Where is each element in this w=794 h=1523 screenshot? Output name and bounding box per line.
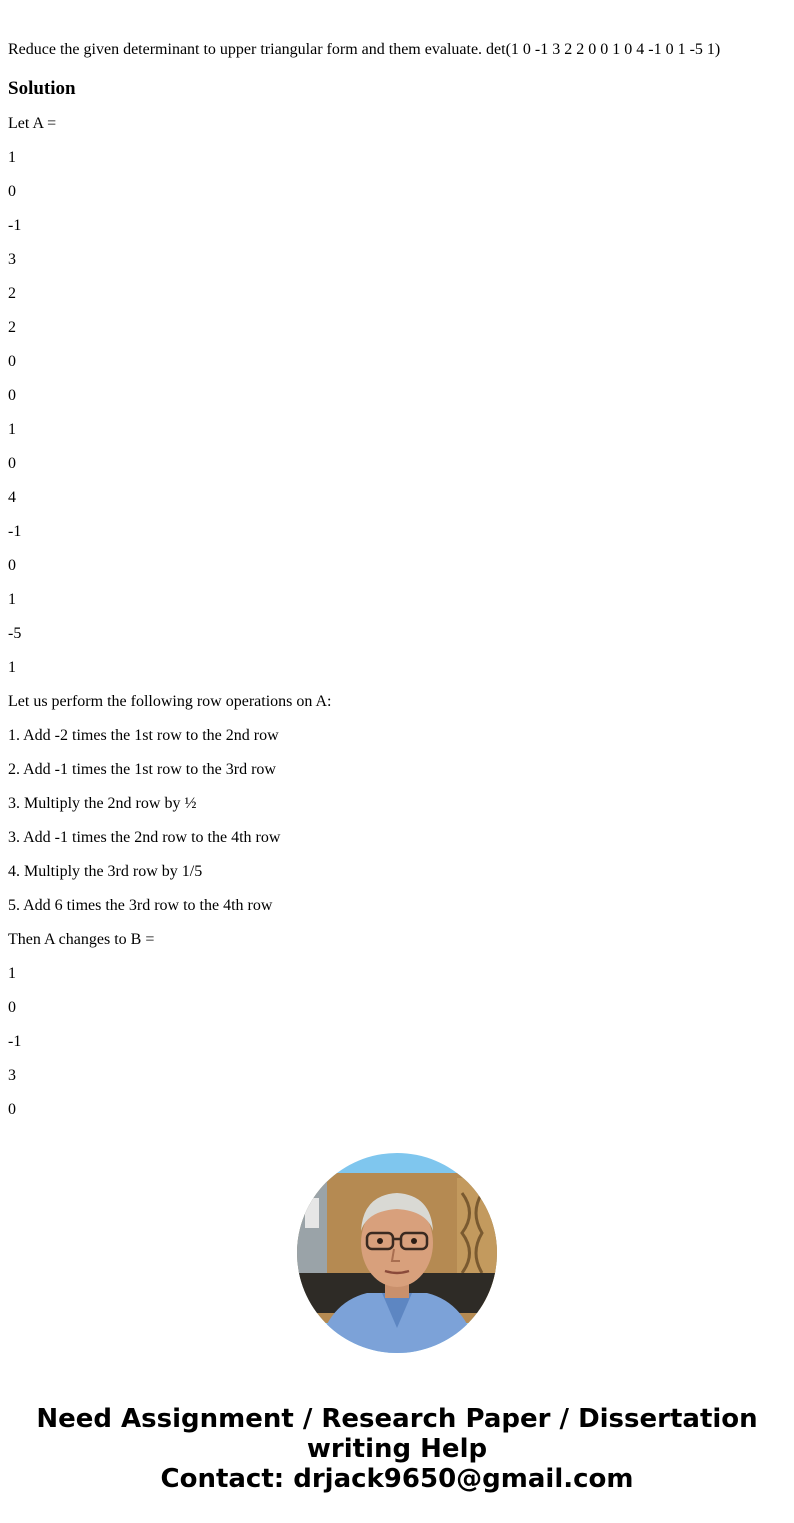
- solution-line: 0: [8, 387, 16, 404]
- promo-banner: [0, 1404, 794, 1494]
- author-photo-illustration: [297, 1153, 497, 1353]
- solution-line: 0: [8, 455, 16, 472]
- solution-line: 0: [8, 1101, 16, 1118]
- solution-line: -5: [8, 625, 22, 642]
- author-avatar: [297, 1153, 497, 1353]
- solution-line: 3: [8, 251, 16, 268]
- solution-line: 0: [8, 999, 16, 1016]
- solution-line: 5. Add 6 times the 3rd row to the 4th row: [8, 897, 273, 914]
- solution-line: 2: [8, 285, 16, 302]
- solution-line: Let us perform the following row operations on A:: [8, 693, 332, 710]
- promo-line-1: Need Assignment / Research Paper / Dissertation: [36, 1404, 758, 1434]
- solution-line: -1: [8, 217, 22, 234]
- solution-line: -1: [8, 1033, 22, 1050]
- solution-line: Let A =: [8, 115, 57, 132]
- solution-line: -1: [8, 523, 22, 540]
- solution-line: 1: [8, 965, 16, 982]
- promo-line-2: writing Help: [306, 1434, 488, 1464]
- solution-line: 1. Add -2 times the 1st row to the 2nd row: [8, 727, 279, 744]
- solution-line: 0: [8, 183, 16, 200]
- solution-line: 3: [8, 1067, 16, 1084]
- question-text: Reduce the given determinant to upper triangular form and them evaluate. det(1 0 -1 3 2 2 0 0 1 0 4 -1 0 1 -5 1): [8, 41, 721, 58]
- solution-line: 4. Multiply the 3rd row by 1/5: [8, 863, 203, 880]
- document-body: [8, 0, 786, 1135]
- solution-line: 4: [8, 489, 16, 506]
- solution-line: 3. Multiply the 2nd row by ½: [8, 795, 197, 812]
- solution-line: Then A changes to B =: [8, 931, 155, 948]
- solution-heading: Solution: [8, 78, 76, 99]
- solution-lines: [8, 115, 786, 1119]
- promo-contact: Contact: drjack9650@gmail.com: [160, 1464, 634, 1494]
- solution-line: 1: [8, 421, 16, 438]
- solution-line: 3. Add -1 times the 2nd row to the 4th row: [8, 829, 281, 846]
- solution-line: 2: [8, 319, 16, 336]
- solution-line: 1: [8, 591, 16, 608]
- solution-line: 1: [8, 149, 16, 166]
- solution-line: 0: [8, 557, 16, 574]
- solution-line: 2. Add -1 times the 1st row to the 3rd row: [8, 761, 276, 778]
- solution-line: 0: [8, 353, 16, 370]
- solution-line: 1: [8, 659, 16, 676]
